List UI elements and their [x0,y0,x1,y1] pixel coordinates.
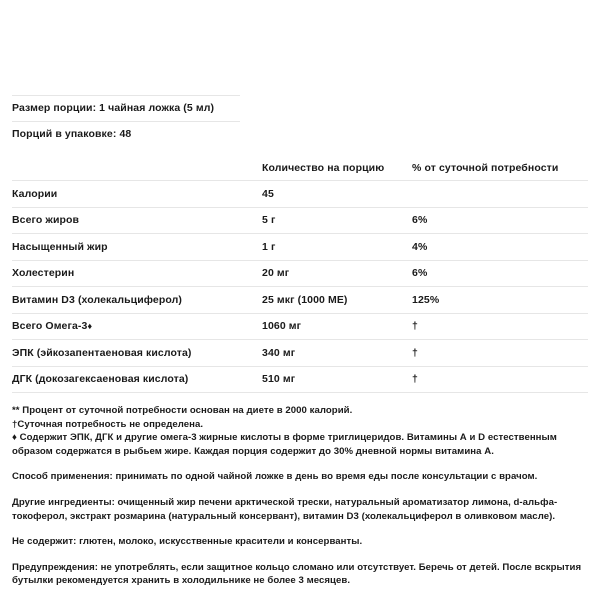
nutrient-daily-value [412,181,588,208]
nutrient-daily-value: 125% [412,287,588,314]
nutrient-name: Калории [12,181,262,208]
nutrient-name [12,313,262,340]
footnotes-block [12,404,588,458]
servings-per-container-row: Порций в упаковке: 48 [12,121,240,147]
other-ingredients-paragraph: Другие ингредиенты: очищенный жир печени арктической трески, натуральный ароматизатор лимона, d-альфа-токоферол, экстракт розмарина (натуральный консервант), витамин D3 (холекальциферол в оливковом масле). [12,497,558,522]
nutrient-daily-value: † [412,366,588,393]
table-header-row [12,155,588,181]
warnings-paragraph: Предупреждения: не употреблять, если защитное кольцо сломано или отсутствует. Беречь от детей. После вскрытия бутылки рекомендуется хранить в холодильнике не более 3 месяцев. [12,561,582,587]
nutrient-name: ДГК (докозагексаеновая кислота) [12,366,262,393]
nutrient-name: Насыщенный жир [12,234,262,261]
table-row [12,313,588,340]
nutrient-name: ЭПК (эйкозапентаеновая кислота) [12,340,262,367]
nutrient-name: Всего жиров [12,207,262,234]
table-row [12,234,588,261]
column-header-nutrient [12,155,262,181]
column-header-daily-value: % от суточной потребности [412,155,588,181]
table-body [12,181,588,393]
table-row [12,340,588,367]
nutrient-daily-value: 4% [412,234,588,261]
table-row [12,287,588,314]
column-header-amount: Количество на порцию [262,155,412,181]
nutrient-amount: 20 мг [262,260,412,287]
top-spacer [12,0,588,95]
table-header [12,155,588,181]
table-row [12,366,588,393]
nutrient-amount: 25 мкг (1000 МЕ) [262,287,412,314]
nutrient-name-text: Всего Омега-3 [12,320,88,332]
footnote-dagger: †Суточная потребность не определена. [12,418,204,430]
nutrient-daily-value: † [412,340,588,367]
free-from-paragraph: Не содержит: глютен, молоко, искусственные красители и консерванты. [12,536,363,548]
serving-info-block [12,95,240,146]
footnote-daily-value-basis: ** Процент от суточной потребности основан на диете в 2000 калорий. [12,405,353,416]
nutrient-amount: 1060 мг [262,313,412,340]
nutrient-amount: 340 мг [262,340,412,367]
table-row [12,207,588,234]
nutrient-name: Витамин D3 (холекальциферол) [12,287,262,314]
nutrient-amount: 1 г [262,234,412,261]
diamond-icon: ♦ [87,321,93,331]
footnote-diamond: ♦ Содержит ЭПК, ДГК и другие омега-3 жирные кислоты в форме триглицеридов. Витамины А и D естественным образом содержатся в рыбьем жире. Каждая порция содержит до 30% дневной нормы витамина А. [12,432,557,457]
nutrient-amount: 45 [262,181,412,208]
nutrition-facts-table [12,155,588,393]
table-row [12,260,588,287]
nutrient-amount: 510 мг [262,366,412,393]
table-row [12,181,588,208]
serving-size-row: Размер порции: 1 чайная ложка (5 мл) [12,95,240,121]
nutrient-amount: 5 г [262,207,412,234]
nutrient-daily-value: 6% [412,260,588,287]
directions-paragraph: Способ применения: принимать по одной чайной ложке в день во время еды после консультации с врачом. [12,471,538,483]
nutrient-daily-value: 6% [412,207,588,234]
nutrient-name: Холестерин [12,260,262,287]
nutrient-daily-value: † [412,313,588,340]
